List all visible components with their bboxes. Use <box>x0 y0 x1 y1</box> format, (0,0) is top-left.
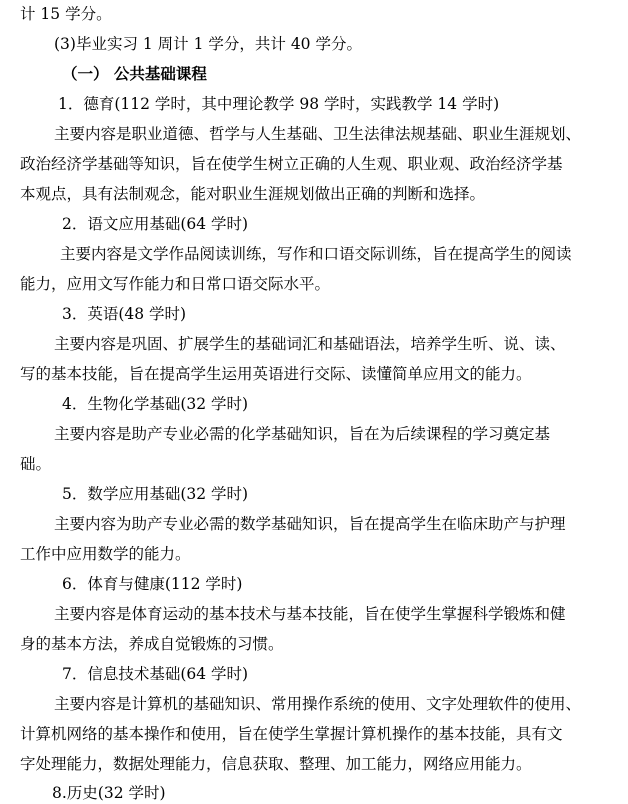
course-title-3: 3．英语(48 学时) <box>62 305 187 323</box>
text-line-15: 主要内容是助产专业必需的化学基础知识，旨在为后续课程的学习奠定基 <box>54 425 551 443</box>
text-line-1: 计 15 学分。 <box>20 5 112 23</box>
text-line-13: 写的基本技能，旨在提高学生运用英语进行交际、读懂简单应用文的能力。 <box>20 365 532 383</box>
course-title-6: 6．体育与健康(112 学时) <box>62 575 243 593</box>
section-heading: （一） 公共基础课程 <box>62 64 207 83</box>
text-line-10: 能力，应用文写作能力和日常口语交际水平。 <box>20 275 331 293</box>
course-title-1: 1．德育(112 学时，其中理论教学 98 学时，实践教学 14 学时) <box>58 95 500 113</box>
text-line-19: 工作中应用数学的能力。 <box>20 545 191 563</box>
text-line-2: (3)毕业实习 1 周计 1 学分，共计 40 学分。 <box>54 35 362 53</box>
text-line-21: 主要内容是体育运动的基本技术与基本技能，旨在使学生掌握科学锻炼和健 <box>54 605 566 623</box>
text-line-26: 字处理能力，数据处理能力，信息获取、整理、加工能力，网络应用能力。 <box>20 755 532 773</box>
course-title-8: 8.历史(32 学时) <box>52 784 166 802</box>
course-title-2: 2．语文应用基础(64 学时) <box>62 215 249 233</box>
text-line-16: 础。 <box>20 455 52 473</box>
text-line-22: 身的基本方法，养成自觉锻炼的习惯。 <box>20 635 284 653</box>
text-line-18: 主要内容为助产专业必需的数学基础知识，旨在提高学生在临床助产与护理 <box>54 515 566 533</box>
course-title-4: 4．生物化学基础(32 学时) <box>62 395 249 413</box>
text-line-7: 本观点，具有法制观念，能对职业生涯规划做出正确的判断和选择。 <box>20 185 486 203</box>
text-line-24: 主要内容是计算机的基础知识、常用操作系统的使用、文字处理软件的使用、 <box>54 695 582 713</box>
text-line-6: 政治经济学基础等知识，旨在使学生树立正确的人生观、职业观、政治经济学基 <box>20 155 563 173</box>
course-title-7: 7．信息技术基础(64 学时) <box>62 665 249 683</box>
text-line-12: 主要内容是巩固、扩展学生的基础词汇和基础语法，培养学生听、说、读、 <box>54 335 566 353</box>
text-line-5: 主要内容是职业道德、哲学与人生基础、卫生法律法规基础、职业生涯规划、 <box>54 125 582 143</box>
text-line-25: 计算机网络的基本操作和使用，旨在使学生掌握计算机操作的基本技能，具有文 <box>20 725 563 743</box>
course-title-5: 5．数学应用基础(32 学时) <box>62 485 249 503</box>
text-line-9: 主要内容是文学作品阅读训练，写作和口语交际训练，旨在提高学生的阅读 <box>60 245 572 263</box>
